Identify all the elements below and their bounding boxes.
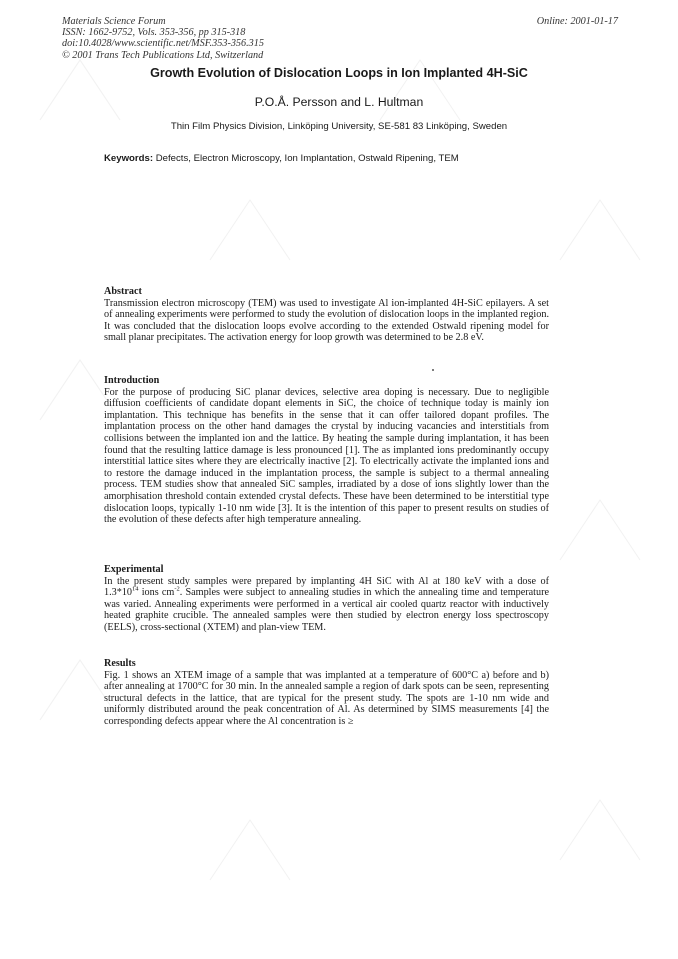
keywords-label: Keywords: <box>104 153 154 164</box>
journal-copyright: © 2001 Trans Tech Publications Ltd, Switzerland <box>62 49 264 61</box>
experimental-text-b: ions cm <box>138 587 175 599</box>
results-text: Fig. 1 shows an XTEM image of a sample that was implanted at a temperature of 600°C a) before and b) after annealing at 1700°C for 30 min. In the annealed sample a region of dark spots can be seen, representing structural defects in the lattice, that are typical for the present study. The spots are 1-10 nm wide and uniformly distributed around the peak concentration of Al. As determined by SIMS measurements [4] the corresponding defects appear where the Al concentration is ≥ <box>104 669 549 727</box>
introduction-section <box>104 375 549 526</box>
keywords-line <box>104 153 459 164</box>
experimental-text <box>104 576 549 634</box>
paper-title: Growth Evolution of Dislocation Loops in Ion Implanted 4H-SiC <box>150 66 528 80</box>
keywords-text: Defects, Electron Microscopy, Ion Implantation, Ostwald Ripening, TEM <box>153 153 459 164</box>
journal-doi: doi:10.4028/www.scientific.net/MSF.353-356.315 <box>62 38 264 50</box>
experimental-text-c: . Samples were subject to annealing studies in which the annealing time and temperature was varied. Annealing experiments were performed in a vertical air cooled quartz reactor with inductively heated graphite crucible. The annealed samples were then studied by electron energy loss spectroscopy (EELS), cross-sectional (XTEM) and plan-view TEM. <box>104 587 549 633</box>
journal-citation <box>62 16 264 61</box>
abstract-section <box>104 286 549 344</box>
introduction-heading: Introduction <box>104 375 160 386</box>
online-date: Online: 2001-01-17 <box>536 16 618 27</box>
experimental-section <box>104 564 549 634</box>
paper-affiliation: Thin Film Physics Division, Linköping University, SE-581 83 Linköping, Sweden <box>170 121 508 132</box>
journal-issn: ISSN: 1662-9752, Vols. 353-356, pp 315-318 <box>62 27 246 39</box>
results-heading: Results <box>104 658 136 669</box>
paper-authors: P.O.Å. Persson and L. Hultman <box>254 95 424 109</box>
abstract-text: Transmission electron microscopy (TEM) was used to investigate Al ion-implanted 4H-SiC epilayers. A set of annealing experiments were performed to study the evolution of dislocation loops in the implanted region. It was concluded that the dislocation loops evolve according to the extended Ostwald ripening model for small planar precipitates. The activation energy for loop growth was determined to be 2.8 eV. <box>104 297 549 344</box>
introduction-text: For the purpose of producing SiC planar devices, selective area doping is necessary. Due to negligible diffusion coefficients of candidate dopant elements in SiC, the choice of technique today is mainly ion implantation. This technique has benefits in the sense that it can offer tailored dopant profiles. The implantation process on the other hand damages the crystal by inducing vacancies and interstitials from collisions between the implanted ion and the lattice. By heating the sample during implantation, it has been found that the resulting lattice damage is less pronounced [1]. The as implanted ions predominantly occupy interstitial lattice sites where they are electrically inactive [2]. To electrically activate the implanted ions and to restore the damage induced in the implantation process, the sample is subject to a thermal annealing process. TEM studies show that annealed SiC samples, irradiated by a dose of ions slightly lower than the amorphisation threshold contain extended crystal defects. These have been determined to be interstitial type dislocation loops, typically 1-10 nm wide [3]. It is the intention of this paper to present results on studies of the evolution of these defects after high temperature annealing. <box>104 386 549 526</box>
dose-exponent: 14 <box>132 585 139 593</box>
stray-dot <box>432 369 434 371</box>
results-section <box>104 658 549 728</box>
abstract-heading: Abstract <box>104 286 142 297</box>
unit-exponent: -2 <box>174 585 180 593</box>
experimental-text-a: In the present study samples were prepared by implanting 4H SiC with Al at 180 keV with a dose of 1.3*10 <box>104 575 549 599</box>
experimental-heading: Experimental <box>104 564 164 575</box>
journal-name: Materials Science Forum <box>62 16 166 27</box>
